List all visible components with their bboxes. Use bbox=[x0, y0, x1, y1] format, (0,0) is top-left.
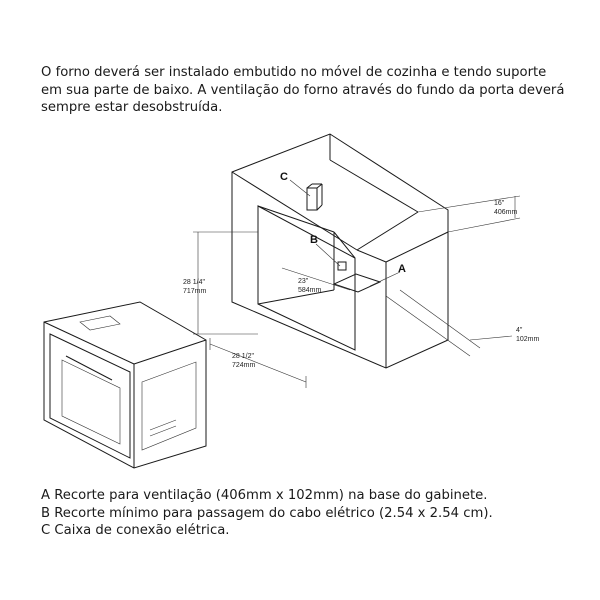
leader-b bbox=[316, 244, 340, 266]
legend bbox=[41, 487, 581, 540]
height-in-label: 28 1/4" bbox=[183, 279, 205, 286]
oven-window bbox=[62, 360, 120, 444]
depth-in-label: 16" bbox=[494, 200, 505, 207]
intro-line-3: sempre estar desobstruída. bbox=[41, 100, 223, 115]
leader-a bbox=[370, 272, 400, 286]
oven bbox=[44, 302, 206, 468]
legend-item-b: B Recorte mínimo para passagem do cabo elétrico (2.54 x 2.54 cm). bbox=[41, 505, 493, 521]
intro-line-2: em sua parte de baixo. A ventilação do forno através do fundo da porta deverá bbox=[41, 82, 565, 98]
cabinet bbox=[232, 134, 448, 368]
oven-side-panel bbox=[142, 362, 196, 450]
cable-cutout bbox=[338, 262, 346, 270]
oven-top-panel bbox=[80, 316, 120, 330]
legend-item-a: A Recorte para ventilação (406mm x 102mm) na base do gabinete. bbox=[41, 488, 488, 503]
outer-mm-label: 724mm bbox=[232, 362, 256, 369]
cabinet-outline bbox=[232, 134, 448, 368]
intro-line-1: O forno deverá ser instalado embutido no móvel de cozinha e tendo suporte bbox=[41, 65, 547, 80]
height-mm-label: 717mm bbox=[183, 288, 207, 295]
oven-handle bbox=[66, 356, 112, 380]
width-in-label: 23" bbox=[298, 278, 309, 285]
legend-item-c: C Caixa de conexão elétrica. bbox=[41, 523, 230, 538]
depth-mm-label: 406mm bbox=[494, 209, 518, 216]
gap-mm-label: 102mm bbox=[516, 336, 540, 343]
outer-in-label: 28 1/2" bbox=[232, 353, 254, 360]
junction-box bbox=[307, 188, 317, 210]
label-a: A bbox=[398, 263, 406, 275]
width-mm-label: 584mm bbox=[298, 287, 322, 294]
label-b: B bbox=[310, 234, 318, 246]
vent-cutout bbox=[334, 274, 380, 292]
oven-outline bbox=[44, 302, 206, 468]
gap-in-label: 4" bbox=[516, 327, 523, 334]
label-c: C bbox=[280, 171, 288, 183]
